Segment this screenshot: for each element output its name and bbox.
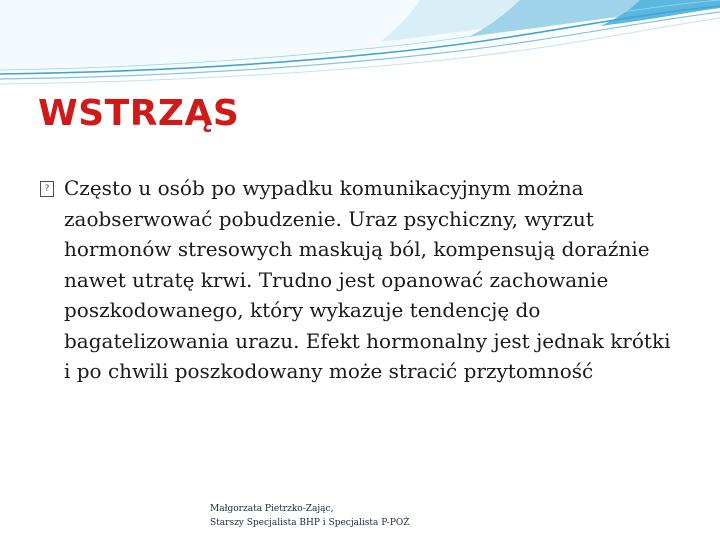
footer-role: Starszy Specjalista BHP i Specjalista P-POŻ [210,518,410,528]
bullet-paragraph [44,173,680,387]
footer-author: Małgorzata Pietrzko-Zając, [210,504,334,514]
header-wave-decoration [0,0,720,90]
bullet-box-icon: ? [40,181,54,197]
slide-title: WSTRZĄS [38,93,240,134]
body-text: Często u osób po wypadku komunikacyjnym można zaobserwować pobudzenie. Uraz psychiczny, wyrzut hormonów stresowych maskują ból, kompensują doraźnie nawet utratę krwi. Trudno jest opanować zachowanie poszkodowanego, który wykazuje tendencję do bagatelizowania urazu. Efekt hormonalny jest jednak krótki i po chwili poszkodowany może stracić przytomność [64,176,671,383]
author-footer [210,502,410,530]
slide-body [40,173,680,387]
